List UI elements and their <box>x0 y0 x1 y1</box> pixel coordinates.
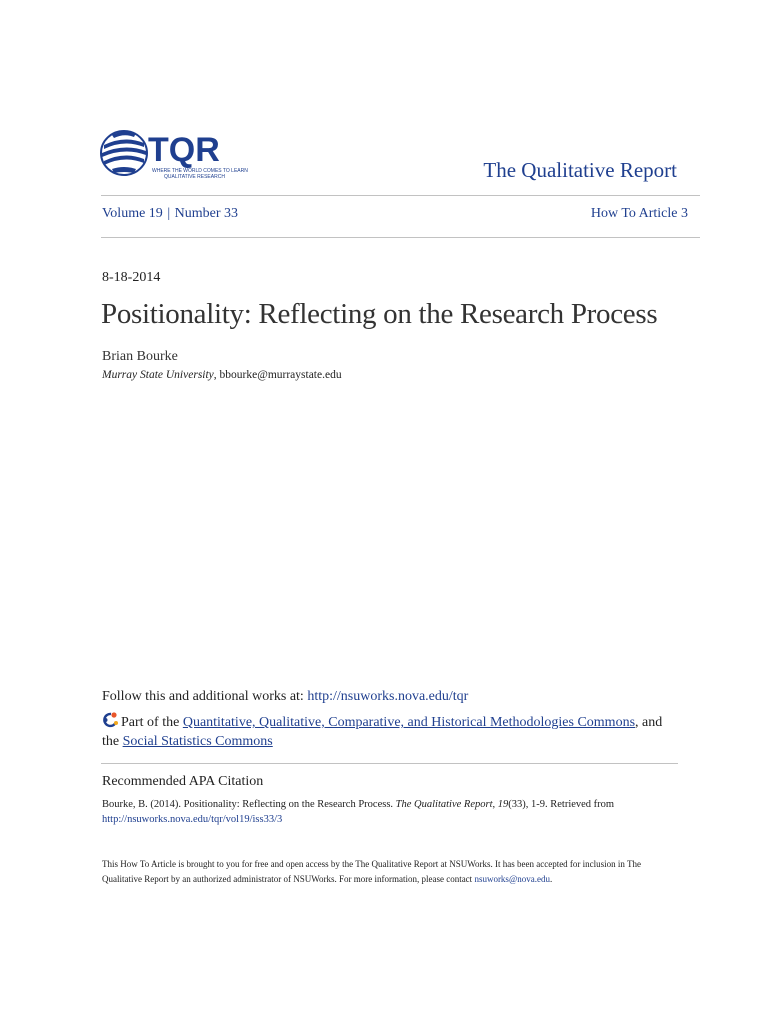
article-type-link[interactable]: How To Article 3 <box>590 206 688 221</box>
tqr-logo <box>100 123 260 183</box>
part-of-middle: , and <box>635 715 663 730</box>
publication-date: 8-18-2014 <box>102 270 161 285</box>
author-email: bbourke@murraystate.edu <box>219 369 342 381</box>
citation-after-journal: , <box>492 799 498 810</box>
citation-after: (33), 1-9. Retrieved from <box>508 799 615 810</box>
citation-heading: Recommended APA Citation <box>102 774 264 789</box>
affiliation-institution: Murray State University <box>102 369 214 381</box>
notice-end: . <box>549 874 553 884</box>
citation-journal: The Qualitative Report <box>395 799 493 810</box>
logo-tagline-2: QUALITATIVE RESEARCH <box>164 174 225 180</box>
citation-before: Bourke, B. (2014). Positionality: Reflecting on the Research Process. <box>102 799 396 810</box>
follow-text: Follow this and additional works at: <box>102 689 308 704</box>
volume-link[interactable]: Volume 19 <box>102 206 163 221</box>
number-link[interactable]: Number 33 <box>174 206 239 221</box>
repository-link[interactable]: http://nsuworks.nova.edu/tqr <box>307 689 469 704</box>
globe-icon <box>100 123 260 183</box>
part-of-prefix-2: the <box>102 734 123 749</box>
follow-line <box>102 689 468 705</box>
citation-url-link[interactable]: http://nsuworks.nova.edu/tqr/vol19/iss33/3 <box>102 814 283 825</box>
access-notice <box>102 857 682 887</box>
citation-divider <box>101 763 678 764</box>
logo-wordmark: TQR <box>148 131 220 169</box>
part-of-prefix: Part of the <box>121 715 183 730</box>
author-name: Brian Bourke <box>102 349 178 364</box>
contact-email-link[interactable]: nsuworks@nova.edu <box>474 874 550 884</box>
journal-title[interactable]: The Qualitative Report <box>483 158 677 182</box>
article-title: Positionality: Reflecting on the Research Process <box>101 298 658 330</box>
issue-separator: | <box>167 206 171 221</box>
affiliation-separator: , <box>213 369 220 381</box>
social-statistics-commons-link[interactable]: Social Statistics Commons <box>122 734 273 749</box>
methodologies-commons-link[interactable]: Quantitative, Qualitative, Comparative, and Historical Methodologies Commons <box>182 715 636 730</box>
notice-line-1: This How To Article is brought to you for free and open access by the The Qualitative Report at NSUWorks. It has been accepted for inclusion in The <box>102 859 642 869</box>
author-affiliation <box>102 369 342 381</box>
issue-line <box>102 206 238 222</box>
network-icon <box>102 712 119 728</box>
header-divider <box>101 195 700 196</box>
issue-divider <box>101 237 700 238</box>
notice-line-2: Qualitative Report by an authorized administrator of NSUWorks. For more information, please contact <box>102 874 475 884</box>
logo-tagline-1: WHERE THE WORLD COMES TO LEARN <box>152 168 248 174</box>
part-of-block <box>102 712 682 751</box>
citation-text <box>102 797 682 827</box>
citation-volume: 19 <box>497 799 509 810</box>
